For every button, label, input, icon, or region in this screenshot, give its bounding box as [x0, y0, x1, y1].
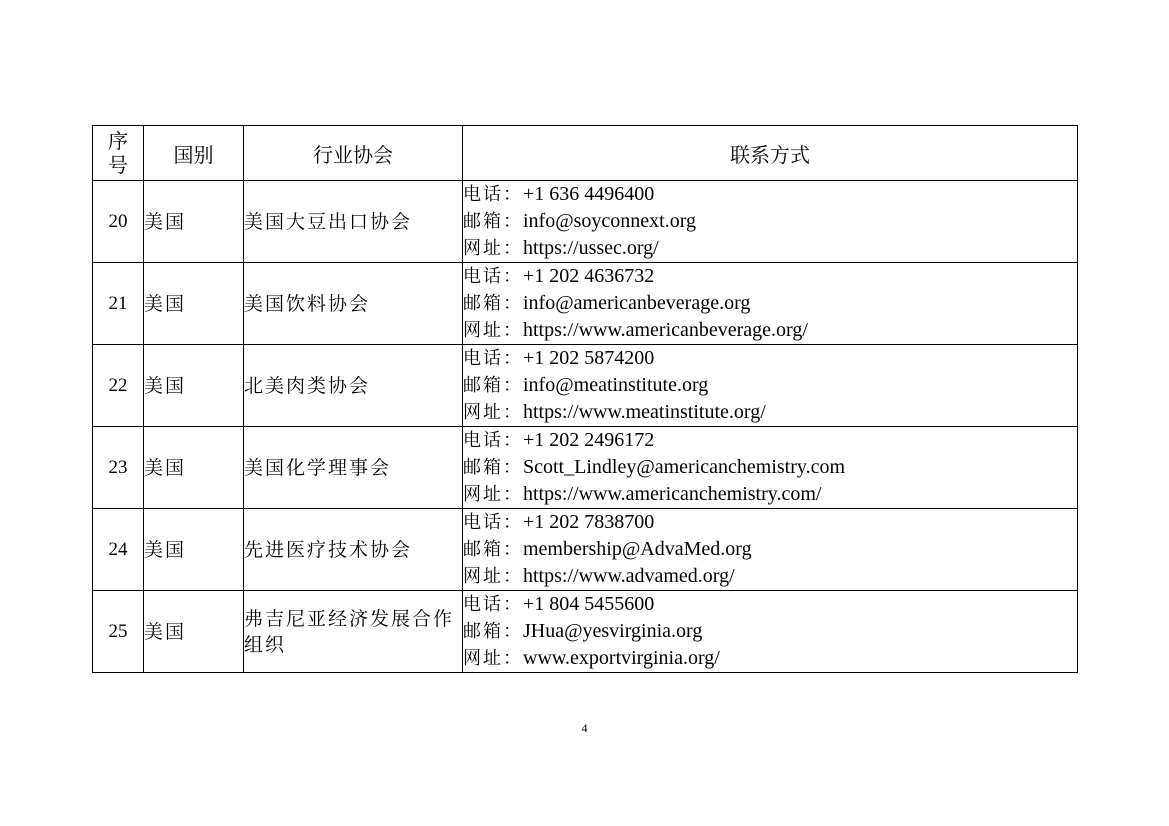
contact-email — [463, 290, 1077, 317]
header-serial-number — [93, 126, 144, 181]
website-label: 网址： — [463, 320, 523, 341]
email-label: 邮箱： — [463, 293, 523, 314]
header-serial-number-line2: 号 — [108, 153, 128, 177]
website-label: 网址： — [463, 402, 523, 423]
row-contact — [463, 345, 1078, 427]
contact-phone — [463, 181, 1077, 208]
website-value[interactable]: https://www.advamed.org/ — [523, 565, 735, 587]
table-row — [93, 509, 1078, 591]
row-contact — [463, 509, 1078, 591]
table-row — [93, 591, 1078, 673]
row-country: 美国 — [144, 427, 244, 509]
website-label: 网址： — [463, 566, 523, 587]
phone-value: +1 804 5455600 — [523, 593, 655, 615]
phone-label: 电话： — [463, 512, 523, 533]
association-contact-table — [92, 125, 1078, 673]
website-value[interactable]: www.exportvirginia.org/ — [523, 647, 720, 669]
table-row — [93, 345, 1078, 427]
phone-value: +1 202 2496172 — [523, 429, 655, 451]
phone-value: +1 202 5874200 — [523, 347, 655, 369]
email-label: 邮箱： — [463, 621, 523, 642]
phone-label: 电话： — [463, 184, 523, 205]
row-contact — [463, 427, 1078, 509]
row-number: 23 — [93, 427, 144, 509]
header-association: 行业协会 — [244, 126, 463, 181]
phone-label: 电话： — [463, 430, 523, 451]
contact-email — [463, 208, 1077, 235]
contact-phone — [463, 509, 1077, 536]
contact-email — [463, 372, 1077, 399]
email-value[interactable]: membership@AdvaMed.org — [523, 538, 752, 560]
email-label: 邮箱： — [463, 211, 523, 232]
website-value[interactable]: https://www.meatinstitute.org/ — [523, 401, 766, 423]
email-value[interactable]: info@meatinstitute.org — [523, 374, 709, 396]
row-association: 美国大豆出口协会 — [244, 181, 463, 263]
table-row — [93, 181, 1078, 263]
header-country: 国别 — [144, 126, 244, 181]
website-label: 网址： — [463, 238, 523, 259]
row-number: 20 — [93, 181, 144, 263]
row-association: 美国饮料协会 — [244, 263, 463, 345]
email-label: 邮箱： — [463, 375, 523, 396]
contact-email — [463, 536, 1077, 563]
row-number: 22 — [93, 345, 144, 427]
table-header-row — [93, 126, 1078, 181]
row-association: 先进医疗技术协会 — [244, 509, 463, 591]
table-row — [93, 427, 1078, 509]
email-label: 邮箱： — [463, 457, 523, 478]
contact-phone — [463, 345, 1077, 372]
row-country: 美国 — [144, 181, 244, 263]
contact-phone — [463, 427, 1077, 454]
row-association: 北美肉类协会 — [244, 345, 463, 427]
row-number: 25 — [93, 591, 144, 673]
header-serial-number-line1: 序 — [108, 129, 128, 153]
contact-phone — [463, 263, 1077, 290]
contact-website — [463, 399, 1077, 426]
row-contact — [463, 591, 1078, 673]
row-country: 美国 — [144, 263, 244, 345]
email-value[interactable]: info@americanbeverage.org — [523, 292, 751, 314]
row-contact — [463, 181, 1078, 263]
phone-value: +1 202 7838700 — [523, 511, 655, 533]
table-row — [93, 263, 1078, 345]
phone-value: +1 636 4496400 — [523, 183, 655, 205]
website-label: 网址： — [463, 484, 523, 505]
email-label: 邮箱： — [463, 539, 523, 560]
contact-website — [463, 563, 1077, 590]
row-association: 美国化学理事会 — [244, 427, 463, 509]
contact-website — [463, 235, 1077, 262]
phone-label: 电话： — [463, 594, 523, 615]
row-association: 弗吉尼亚经济发展合作组织 — [244, 591, 463, 673]
website-value[interactable]: https://www.americanbeverage.org/ — [523, 319, 808, 341]
contact-email — [463, 454, 1077, 481]
header-contact: 联系方式 — [463, 126, 1078, 181]
row-country: 美国 — [144, 345, 244, 427]
email-value[interactable]: info@soyconnext.org — [523, 210, 697, 232]
row-number: 24 — [93, 509, 144, 591]
website-label: 网址： — [463, 648, 523, 669]
contact-website — [463, 317, 1077, 344]
row-contact — [463, 263, 1078, 345]
contact-phone — [463, 591, 1077, 618]
email-value[interactable]: Scott_Lindley@americanchemistry.com — [523, 456, 846, 478]
phone-label: 电话： — [463, 348, 523, 369]
contact-website — [463, 645, 1077, 672]
phone-value: +1 202 4636732 — [523, 265, 655, 287]
page-number: 4 — [581, 721, 588, 735]
contact-email — [463, 618, 1077, 645]
website-value[interactable]: https://ussec.org/ — [523, 237, 659, 259]
phone-label: 电话： — [463, 266, 523, 287]
email-value[interactable]: JHua@yesvirginia.org — [523, 620, 703, 642]
row-country: 美国 — [144, 509, 244, 591]
contact-website — [463, 481, 1077, 508]
website-value[interactable]: https://www.americanchemistry.com/ — [523, 483, 822, 505]
row-country: 美国 — [144, 591, 244, 673]
row-number: 21 — [93, 263, 144, 345]
